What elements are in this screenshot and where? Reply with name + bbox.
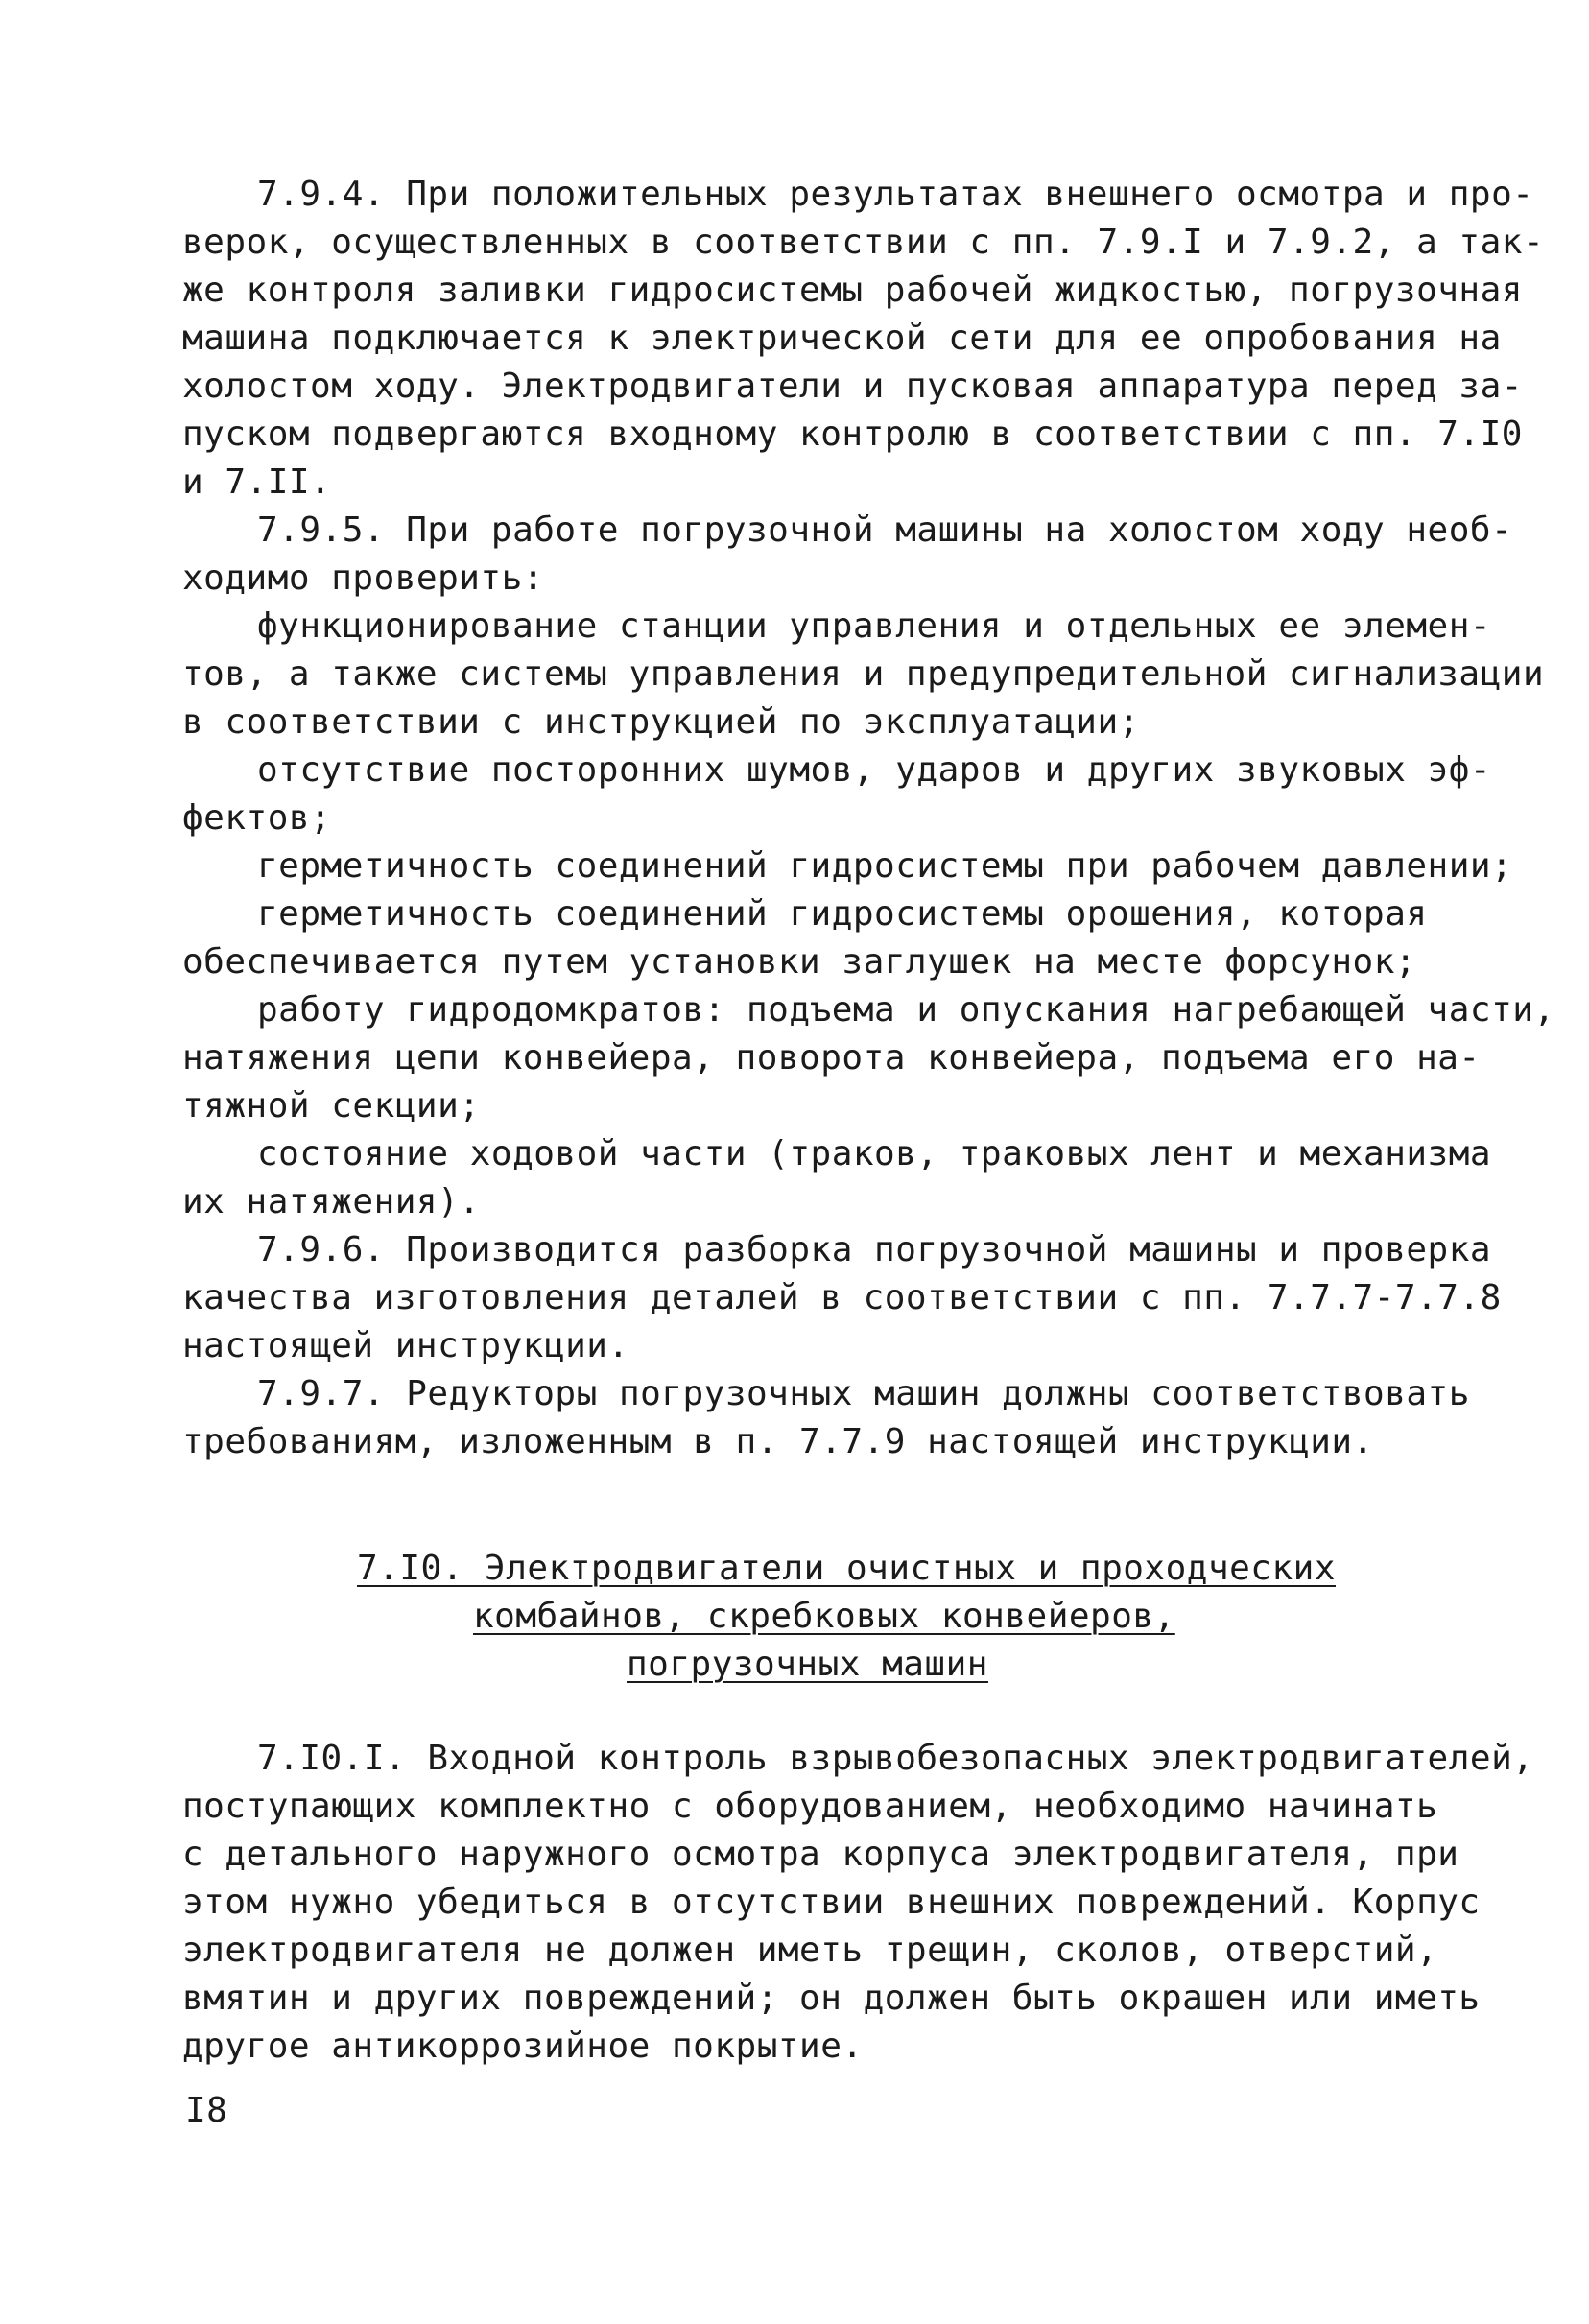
heading-line: комбайнов, скребковых конвейеров, (473, 1597, 1175, 1636)
text-line: состояние ходовой части (траков, траковых лент и механизма (257, 1134, 1492, 1174)
text-line: холостом ходу. Электродвигатели и пусковая аппаратура перед за- (182, 367, 1523, 406)
heading-line: погрузочных машин (627, 1645, 988, 1684)
text-line: же контроля заливки гидросистемы рабочей жидкостью, погрузочная (182, 271, 1523, 310)
text-line: обеспечивается путем установки заглушек на месте форсунок; (182, 942, 1417, 982)
text-line: 7.9.5. При работе погрузочной машины на холостом ходу необ- (257, 510, 1513, 550)
text-line: отсутствие посторонних шумов, ударов и других звуковых эф- (257, 750, 1492, 790)
heading-line: 7.I0. Электродвигатели очистных и проходческих (357, 1549, 1336, 1588)
text-line: с детального наружного осмотра корпуса электродвигателя, при (182, 1835, 1459, 1874)
text-line: электродвигателя не должен иметь трещин, сколов, отверстий, (182, 1931, 1438, 1970)
text-line: вмятин и других повреждений; он должен быть окрашен или иметь (182, 1979, 1481, 2018)
text-line: герметичность соединений гидросистемы при рабочем давлении; (257, 846, 1513, 886)
text-line: фектов; (182, 798, 332, 838)
text-line: 7.9.4. При положительных результатах внешнего осмотра и про- (257, 175, 1534, 214)
text-line: 7.I0.I. Входной контроль взрывобезопасных электродвигателей, (257, 1739, 1534, 1778)
text-line: этом нужно убедиться в отсутствии внешних повреждений. Корпус (182, 1883, 1481, 1922)
text-line: пуском подвергаются входному контролю в соответствии с пп. 7.I0 (182, 415, 1523, 454)
text-line: другое антикоррозийное покрытие. (182, 2027, 864, 2066)
text-line: требованиям, изложенным в п. 7.7.9 настоящей инструкции. (182, 1422, 1374, 1461)
text-line: натяжения цепи конвейера, поворота конвейера, подъема его на- (182, 1038, 1481, 1078)
page-number: I8 (185, 2091, 228, 2130)
text-line: функционирование станции управления и отдельных ее элемен- (257, 606, 1492, 646)
text-line: верок, осуществленных в соответствии с пп. 7.9.I и 7.9.2, а так- (182, 223, 1545, 262)
text-line: работу гидродомкратов: подъема и опускания нагребающей части, (257, 990, 1555, 1030)
text-line: настоящей инструкции. (182, 1326, 629, 1365)
text-line: их натяжения). (182, 1182, 481, 1221)
text-line: тяжной секции; (182, 1086, 481, 1126)
text-line: и 7.II. (182, 462, 332, 502)
text-line: ходимо проверить: (182, 558, 544, 598)
text-line: машина подключается к электрической сети для ее опробования на (182, 319, 1502, 358)
text-line: 7.9.6. Производится разборка погрузочной машины и проверка (257, 1230, 1492, 1269)
text-line: в соответствии с инструкцией по эксплуатации; (182, 702, 1140, 742)
text-line: качества изготовления деталей в соответствии с пп. 7.7.7-7.7.8 (182, 1278, 1502, 1317)
text-line: герметичность соединений гидросистемы орошения, которая (257, 894, 1428, 934)
text-line: поступающих комплектно с оборудованием, необходимо начинать (182, 1787, 1438, 1826)
text-line: тов, а также системы управления и предупредительной сигнализации (182, 654, 1545, 694)
text-line: 7.9.7. Редукторы погрузочных машин должны соответствовать (257, 1374, 1470, 1413)
